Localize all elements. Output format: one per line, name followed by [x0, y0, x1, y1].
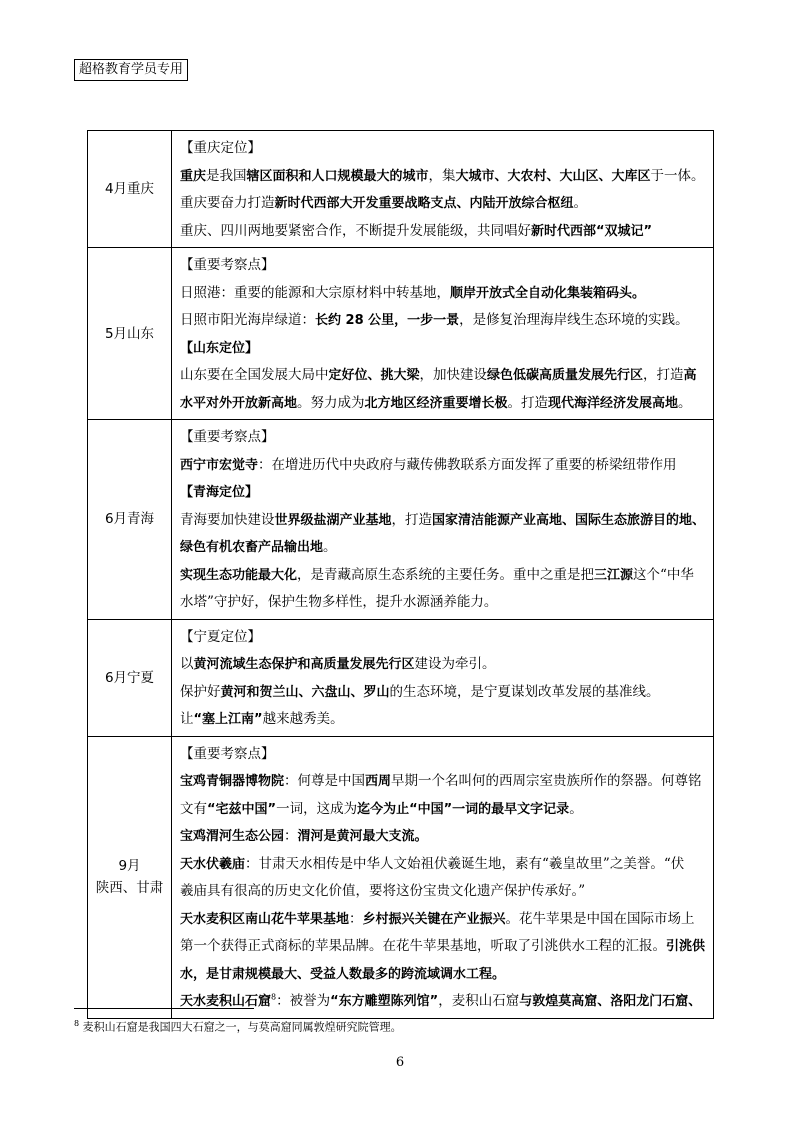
text-segment: 水塔”守护好，保护生物多样性，提升水源涵养能力。	[180, 594, 498, 610]
bold-text: 天水麦积区南山花牛苹果基地	[180, 911, 350, 927]
bold-text: 【山东定位】	[180, 340, 259, 356]
text-segment: 。努力成为	[297, 394, 365, 411]
footnote	[74, 1016, 402, 1036]
row-content	[172, 248, 714, 420]
bold-text: 现代海洋经济发展高地	[548, 395, 679, 411]
text-segment: ，集	[428, 167, 456, 184]
bold-text: 【青海定位】	[180, 485, 259, 500]
row-label-line: 5月山东	[104, 325, 155, 342]
content-line	[180, 163, 707, 191]
text-segment: 【重要考察点】	[180, 745, 275, 762]
text-segment: 山东要在全国发展大局中	[180, 367, 329, 383]
text-segment: ：	[284, 828, 298, 844]
text-segment: 重庆要奋力打造	[180, 195, 275, 211]
content-line	[180, 741, 707, 769]
text-segment: ，打造	[643, 367, 684, 383]
content-line	[180, 190, 707, 218]
bold-text: 黄河和贺兰山、六盘山、罗山	[220, 684, 390, 700]
content-line	[180, 768, 707, 796]
table-row	[88, 736, 714, 1018]
content-line	[180, 562, 707, 590]
text-segment: 建设为牵引。	[414, 656, 496, 672]
bold-text: 水平对外开放新高地	[180, 395, 298, 411]
footnote-divider	[74, 1008, 254, 1009]
content-line	[180, 961, 707, 989]
content-line	[180, 252, 707, 280]
row-label	[88, 248, 172, 420]
header-tag: 超格教育学员专用	[74, 59, 188, 81]
text-segment: 【宁夏定位】	[180, 628, 261, 645]
row-label	[88, 736, 172, 1018]
bold-text: “东方雕塑陈列馆”	[330, 994, 439, 1009]
content-line	[180, 851, 707, 879]
text-segment: ，打造	[391, 511, 433, 528]
table-row	[88, 420, 714, 620]
row-label-line: 陕西、甘肃	[95, 880, 164, 896]
row-content	[172, 619, 714, 736]
bold-text: 天水麦积山石窟	[180, 994, 272, 1009]
content-line	[180, 796, 707, 824]
text-segment: 保护好	[180, 683, 221, 700]
bold-text: 新时代西部大开发重要战略支点、内陆开放综合枢纽	[274, 196, 574, 211]
footnote-text: 麦积山石窟是我国四大石窟之一，与莫高窟同属敦煌研究院管理。	[82, 1020, 402, 1034]
text-segment: 羲庙具有很高的历史文化价值，要将这份宝贵文化遗产保护传承好。”	[180, 883, 586, 899]
content-line	[180, 651, 707, 679]
text-segment: ：被誉为	[276, 993, 331, 1009]
content-table	[87, 130, 714, 1019]
bold-text: 长约 28 公里，一步一景	[315, 313, 460, 328]
content-line	[180, 390, 707, 418]
bold-text: 水，是甘肃规模最大、受益人数最多的跨流域调水工程。	[180, 966, 506, 982]
text-segment: 日照市阳光海岸绿道：	[180, 312, 315, 328]
bold-text: 国家清洁能源产业高地、国际生态旅游目的地、	[432, 512, 706, 528]
text-segment: 【重庆定位】	[180, 140, 261, 156]
content-line	[180, 507, 707, 535]
bold-text: 天水伏羲庙	[180, 856, 246, 872]
table-row	[88, 131, 714, 248]
content-line	[180, 706, 707, 734]
bold-text: 引洮供	[666, 939, 706, 954]
bold-text: 宝鸡渭河生态公园	[180, 829, 285, 844]
text-segment: 日照港：重要的能源和大宗原材料中转基地，	[180, 284, 450, 301]
bold-text: 实现生态功能最大化	[180, 567, 298, 583]
row-label-line: 6月青海	[104, 511, 155, 528]
content-line	[180, 589, 707, 617]
content-line	[180, 362, 707, 390]
content-line	[180, 624, 707, 652]
text-segment: 的生态环境，是宁夏谋划改革发展的基准线。	[389, 683, 660, 700]
bold-text: 渭河是黄河最大支流。	[297, 829, 428, 844]
content-line	[180, 906, 707, 934]
row-content	[172, 420, 714, 620]
text-segment: 早期一个名叫何的西周宗室贵族所作的祭器。何尊铭	[391, 773, 702, 789]
text-segment: 。	[323, 539, 337, 555]
page-number: 6	[395, 1055, 405, 1070]
text-segment: ，是修复治理海岸线生态环境的实践。	[459, 312, 689, 328]
row-label	[88, 619, 172, 736]
bold-text: 大城市、大农村、大山区、大库区	[455, 168, 651, 184]
text-segment: ：	[349, 910, 363, 927]
text-segment: 。	[573, 195, 588, 211]
text-segment: 文有	[180, 800, 207, 817]
bold-text: 定好位、挑大梁	[328, 368, 420, 383]
bold-text: 与敦煌莫高窟、洛阳龙门石窟、	[519, 994, 702, 1009]
text-segment: ，麦积山石窟	[438, 993, 520, 1009]
text-segment: ，加快建设	[419, 367, 488, 383]
bold-text: 重庆	[180, 168, 207, 184]
bold-text: 新时代西部“双城记”	[531, 223, 653, 239]
content-line	[180, 878, 707, 906]
text-segment: ：在增进历代中央政府与藏传佛教联系方面发挥了重要的桥梁纽带作用	[258, 456, 677, 473]
content-line	[180, 280, 707, 308]
content-line	[180, 933, 707, 961]
text-segment: 重庆、四川两地要紧密合作，不断提升发展能级，共同唱好	[180, 222, 531, 239]
row-label-line: 4月重庆	[104, 181, 155, 197]
bold-text: 北方地区经济重要增长极	[364, 395, 508, 411]
row-label	[88, 131, 172, 248]
bold-text: 宝鸡青铜器博物院	[180, 774, 285, 789]
bold-text: 辖区面积和人口规模最大的城市	[246, 168, 429, 184]
bold-text: 乡村振兴关键在产业振兴	[362, 911, 506, 927]
text-segment: ：甘肃天水相传是中华人文始祖伏羲诞生地，素有“羲皇故里”之美誉。“伏	[245, 855, 685, 872]
bold-text: 黄河流域生态保护和高质量发展先行区	[193, 657, 415, 672]
content-line	[180, 335, 707, 363]
bold-text: 高	[683, 368, 697, 383]
bold-text: 三江源	[594, 567, 634, 583]
text-segment: 。	[569, 800, 583, 817]
content-line	[180, 823, 707, 851]
bold-text: 迄今为止“中国”一词的最早文字记录	[357, 801, 570, 817]
text-segment: 以	[180, 656, 194, 672]
row-label	[88, 420, 172, 620]
text-segment: 。打造	[507, 394, 549, 411]
text-segment: 【重要考察点】	[180, 257, 275, 273]
text-segment: 于一体。	[650, 167, 705, 184]
text-segment: 。花牛苹果是中国在国际市场上	[505, 910, 695, 927]
content-line	[180, 452, 707, 480]
content-line	[180, 307, 707, 335]
text-segment: 这个“中华	[633, 566, 694, 583]
content-line	[180, 479, 707, 507]
row-content	[172, 736, 714, 1018]
bold-text: 西周	[365, 774, 392, 789]
content-line	[180, 534, 707, 562]
content-line	[180, 424, 707, 452]
text-segment: 第一个获得正式商标的苹果品牌。在花牛苹果基地，听取了引洮供水工程的汇报。	[180, 938, 666, 954]
content-line	[180, 135, 707, 163]
text-segment: ：何尊是中国	[284, 773, 366, 789]
text-segment: 是我国	[206, 167, 247, 184]
text-segment: 让	[180, 711, 194, 727]
table-row	[88, 619, 714, 736]
content-line	[180, 679, 707, 707]
row-content	[172, 131, 714, 248]
text-segment: 越来越秀美。	[262, 711, 344, 727]
row-label-line: 6月宁夏	[104, 669, 155, 686]
footnote-ref: 8	[271, 992, 277, 1002]
row-label-line: 9月	[118, 858, 141, 874]
text-segment: ，是青藏高原生态系统的主要任务。重中之重是把	[297, 566, 595, 583]
text-segment: 。	[678, 394, 692, 411]
bold-text: 世界级盐湖产业基地	[274, 512, 392, 528]
text-segment: 一词，这成为	[276, 800, 358, 817]
text-segment: 【重要考察点】	[180, 429, 275, 445]
bold-text: 西宁市宏觉寺	[180, 457, 259, 473]
bold-text: 绿色低碳高质量发展先行区	[487, 368, 644, 383]
bold-text: “宅兹中国”	[207, 801, 277, 817]
bold-text: 绿色有机农畜产品输出地	[180, 540, 324, 555]
bold-text: “塞上江南”	[193, 712, 263, 727]
text-segment: 青海要加快建设	[180, 511, 275, 528]
bold-text: 顺岸开放式全自动化集装箱码头。	[450, 285, 646, 301]
footnote-mark: 8	[74, 1019, 80, 1028]
table-row	[88, 248, 714, 420]
content-line	[180, 218, 707, 246]
content-line	[180, 988, 707, 1016]
